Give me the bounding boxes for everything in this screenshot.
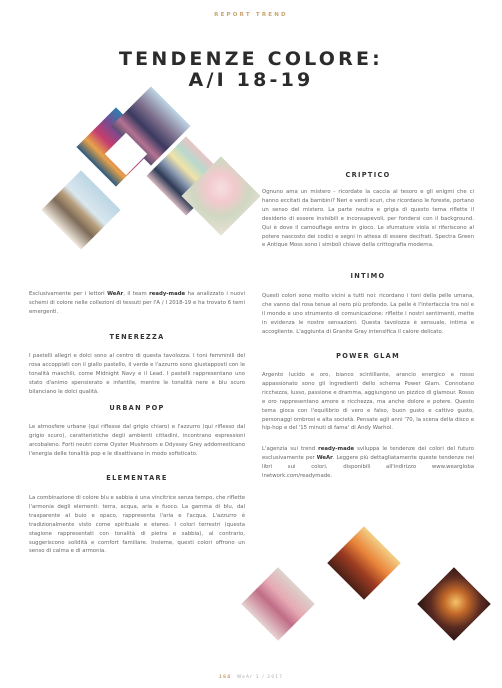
criptico-heading: CRIPTICO (345, 171, 391, 179)
page-title-line-1: TENDENZE COLORE: (119, 48, 383, 70)
urban-pop-heading: URBAN POP (109, 404, 165, 412)
beach-landscape-image (41, 170, 120, 249)
power-glam-heading: POWER GLAM (336, 352, 400, 360)
report-trend-label: REPORT TREND (214, 12, 288, 18)
fashion-pink-image (241, 567, 315, 641)
tenerezza-heading: TENEREZZA (109, 333, 165, 341)
tenerezza-text: I pastelli allegri e dolci sono al centro di questa tavolozza. I toni femminili del rosa accoppiati con il giallo pastello, il verde e l'azzurro sono giustapposti con le tonalità maschili, come Midnight Navy e il Lead. I pastelli rappresentano uno stato d'animo spensierato e infantile, mentre le tonalità nere e blu scuro bilanciano le dolci qualità. (29, 353, 245, 395)
outro-paragraph: L'agenzia sui trend ready-made sviluppa le tendenze dei colori del futuro esclusivamente per WeAr. Leggere più dettagliatamente queste tendenze nei libri sui colori, disponibili all'indirizzo www.weargloba lnetwork.com/readymade. (262, 446, 475, 479)
elementare-text: La combinazione di colore blu e sabbia è una vincitrice senza tempo, che riflette l'armonia degli elementi: terra, acqua, aria e fuoco. La gamma di blu, dal trasparente al buio e opaco, rappresenta l'aria e l'acqua. L'azzurro è tradizionalmente visto come spirituale e etereo. I colori terrestri (questa stagione rappresentati con tonalità di pietra e sabbia), al contrario, suggeriscono solidità e comfort familiare. Insieme, questi colori offrono un senso di calma e di armonia. (29, 495, 245, 555)
elementare-heading: ELEMENTARE (106, 474, 168, 482)
power-glam-text: Argento lucido e oro, bianco scintillante, arancio energico e rosso appassionato sono gli ingredienti dello schema Power Glam. Connotano ricchezza, lusso, passione e dramma, aggiungono un pizzico di glamour. Rosso e oro rappresentano amore e ricchezza, ma anche dolore e potere. Questo tema gioca con l'equilibrio di vero e falso, buon gusto e cattivo gusto, personaggi ombrosi e alta società. Pensate agli anni '70, la scena della disco e hip-hop e del '15 minuti di fama' di Andy Warhol. (262, 372, 474, 432)
intimo-text: Questi colori sono molto vicini a tutti noi: ricordano i toni della pelle umana, che vanno dal rosa tenue al nero più profondo. La pelle è l'interfaccia tra noi e il mondo e uno strumento di comunicazione: riflette i nostri sentimenti, mette in evidenza le nostre sensazioni. Questa tavolozza è sensuale, intima e accogliente. L'aggiunta di Granite Gray intensifica il calore delicato. (262, 293, 474, 335)
bottom-white-diamond (375, 580, 415, 620)
page-number: 164 (218, 675, 232, 680)
page-title-line-2: A/I 18-19 (188, 69, 314, 91)
issue-label: WeAr 1 / 2017 (236, 675, 284, 680)
intro-paragraph: Esclusivamente per i lettori WeAr, il team ready-made ha analizzato i nuovi schemi di colore nelle collezioni di tessuti per l'A / I 2018-19 e ha trovato 6 temi emergenti. (29, 291, 245, 315)
page-footer (0, 675, 502, 680)
city-lights-image (417, 567, 491, 641)
intimo-heading: INTIMO (350, 272, 386, 280)
urban-pop-text: Le atmosfere urbane (qui riflesse dal grigio chiaro) e l'azzurro (qui riflesso dal grigio scuro), caratteristiche degli ambienti cittadini, incontrano espressioni arcobaleno. Forti neutri come Oyster Mushroom e Odyssey Grey addomesticano l'energia delle tonalità pop e le disattivano in modo sofisticato. (29, 424, 245, 457)
criptico-text: Ognuno ama un mistero - ricordate la caccia al tesoro e gli enigmi che ci hanno eccitati da bambini? Neri e verdi scuri, che ricordano le foreste, portano un senso del mistero. La parte neutra e grigia di questo tema riflette il desiderio di essere invisibili e inconsapevoli, per fondersi con il background. Qui è dove il camouflage entra in gioco. Le sfumature viola si riferiscono al potere nascosto dei codici e segni in attesa di essere decifrati. Spectra Green e Antique Moss sono i simboli chiave della crittografia moderna. (262, 189, 474, 249)
